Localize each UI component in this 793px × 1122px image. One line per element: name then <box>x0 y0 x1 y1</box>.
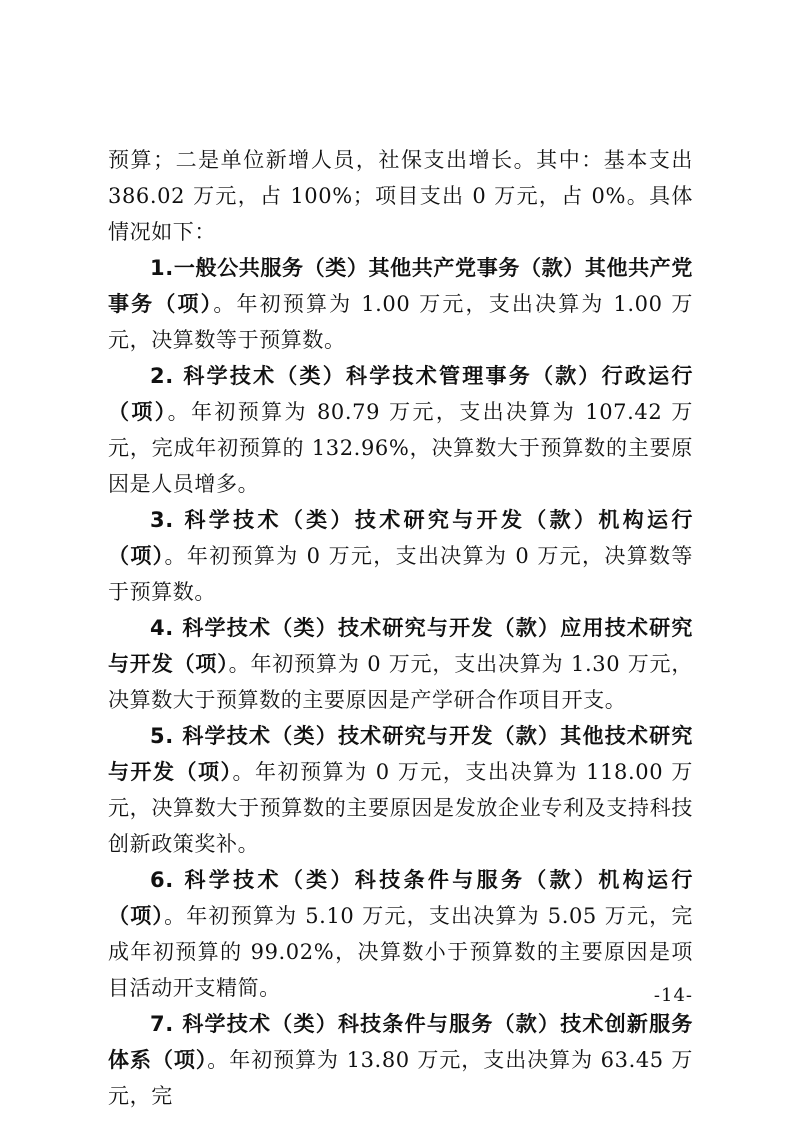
item-text: 。年初预算为 0 万元，支出决算为 118.00 万元，决算数大于预算数的主要原因是发放企业专利及支持科技创新政策奖补。 <box>108 760 693 856</box>
paragraph-item-1 <box>108 250 693 358</box>
paragraph-text: 预算；二是单位新增人员，社保支出增长。其中：基本支出 386.02 万元，占 100%；项目支出 0 万元，占 0%。具体情况如下： <box>108 148 693 244</box>
item-heading: 4. 科学技术（类）技术研究与开发（款）应用技术研究与开发（项） <box>108 616 693 676</box>
item-heading: 6. 科学技术（类）科技条件与服务（款）机构运行（项） <box>108 868 693 928</box>
item-heading: 1.一般公共服务（类）其他共产党事务（款）其他共产党事务（项） <box>108 256 693 316</box>
paragraph-item-2 <box>108 358 693 502</box>
paragraph-item-7 <box>108 1006 693 1114</box>
item-text: 。年初预算为 1.00 万元，支出决算为 1.00 万元，决算数等于预算数。 <box>108 292 693 352</box>
paragraph-item-4 <box>108 610 693 718</box>
item-text: 。年初预算为 0 万元，支出决算为 0 万元，决算数等于预算数。 <box>108 544 693 604</box>
document-body <box>108 142 693 1114</box>
item-heading: 5. 科学技术（类）技术研究与开发（款）其他技术研究与开发（项） <box>108 724 693 784</box>
item-text: 。年初预算为 5.10 万元，支出决算为 5.05 万元，完成年初预算的 99.02%，决算数小于预算数的主要原因是项目活动开支精简。 <box>108 904 693 1000</box>
item-text: 。年初预算为 0 万元，支出决算为 1.30 万元，决算数大于预算数的主要原因是产学研合作项目开支。 <box>108 652 693 712</box>
item-heading: 7. 科学技术（类）科技条件与服务（款）技术创新服务体系（项） <box>108 1012 693 1072</box>
paragraph-item-3 <box>108 502 693 610</box>
item-heading: 3. 科学技术（类）技术研究与开发（款）机构运行（项） <box>108 508 693 568</box>
item-heading: 2. 科学技术（类）科学技术管理事务（款）行政运行（项） <box>108 364 693 424</box>
paragraph-item-6 <box>108 862 693 1006</box>
paragraph-intro <box>108 142 693 250</box>
item-text: 。年初预算为 80.79 万元，支出决算为 107.42 万元，完成年初预算的 132.96%，决算数大于预算数的主要原因是人员增多。 <box>108 400 693 496</box>
paragraph-item-5 <box>108 718 693 862</box>
page-number: -14- <box>653 985 693 1006</box>
item-text: 。年初预算为 13.80 万元，支出决算为 63.45 万元，完 <box>108 1048 694 1108</box>
